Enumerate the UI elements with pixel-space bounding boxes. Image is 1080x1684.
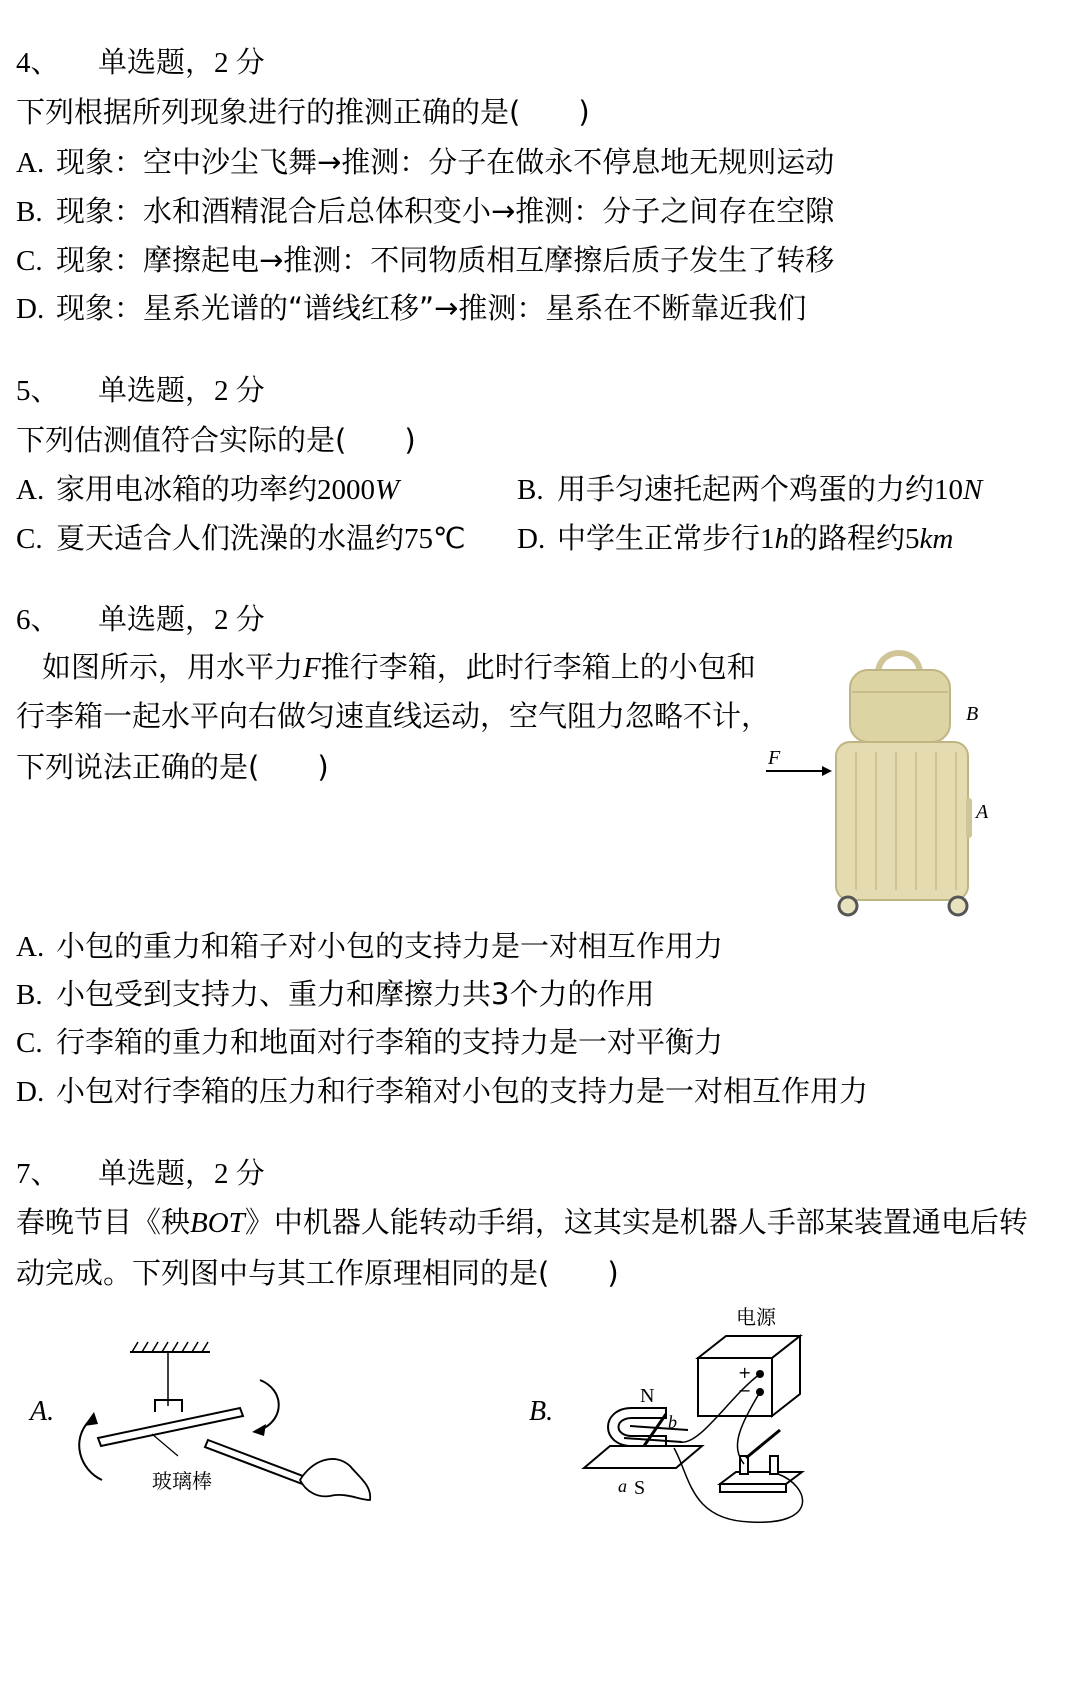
- q4-stem: 下列根据所列现象进行的推测正确的是( ): [16, 95, 590, 129]
- q4-option-c-letter: C.: [16, 245, 43, 277]
- q5-option-a-text: 家用电冰箱的功率约: [56, 472, 318, 506]
- base-board: [584, 1446, 702, 1468]
- q6-option-d[interactable]: [16, 1069, 868, 1110]
- q5-points: 2 分: [213, 375, 265, 407]
- q5-option-c-text: 夏天适合人们洗澡的水温约: [56, 521, 405, 555]
- q5-option-d-value2: 5: [905, 523, 920, 555]
- q4-points: 2 分: [213, 47, 265, 79]
- q4-header: [16, 40, 265, 81]
- switch-base: [720, 1472, 802, 1484]
- q7-stem-line1: [16, 1200, 1028, 1241]
- luggage-figure: [760, 636, 1000, 926]
- q4-option-a[interactable]: [16, 140, 834, 181]
- power-label: 电源: [736, 1305, 776, 1329]
- label-a: A: [976, 801, 989, 823]
- q4-option-d-letter: D.: [16, 293, 45, 325]
- glass-rod-label: 玻璃棒: [152, 1469, 212, 1493]
- q7-stem-post: 》中机器人能转动手绢，这其实是机器人手部某装置通电后转: [244, 1205, 1028, 1239]
- q7-option-b-label[interactable]: B.: [529, 1396, 554, 1427]
- q6-option-c-letter: C.: [16, 1027, 43, 1059]
- n-label: N: [640, 1385, 655, 1407]
- q6-option-b[interactable]: [16, 972, 654, 1013]
- q6-stem-post: 推行李箱，此时行李箱上的小包和: [320, 650, 756, 684]
- q6-stem-line2: 行李箱一起水平向右做匀速直线运动，空气阻力忽略不计，: [16, 699, 771, 733]
- q5-option-d[interactable]: [517, 516, 953, 557]
- q5-option-c-letter: C.: [16, 523, 43, 555]
- label-b: B: [966, 703, 979, 725]
- q6-option-a-text: 小包的重力和箱子对小包的支持力是一对相互作用力: [56, 929, 724, 963]
- q5-option-b-text: 用手匀速托起两个鸡蛋的力约: [557, 472, 935, 506]
- q5-header: [16, 368, 265, 409]
- q5-option-d-letter: D.: [517, 523, 546, 555]
- q5-number: 5、: [16, 375, 60, 407]
- q7-stem-pre: 春晚节目《秧: [16, 1205, 191, 1239]
- q5-option-b[interactable]: [517, 467, 982, 508]
- s-label: S: [634, 1477, 646, 1499]
- rotate-arrow-left: [79, 1420, 102, 1480]
- q5-option-a-value: 2000: [317, 474, 376, 506]
- q5-stem: 下列估测值符合实际的是( ): [16, 423, 416, 457]
- q5-option-b-unit: N: [963, 474, 983, 506]
- q4-option-b-letter: B.: [16, 196, 43, 228]
- hand: [300, 1459, 370, 1500]
- q4-option-d-text: 现象：星系光谱的“谱线红移”→推测：星系在不断靠近我们: [56, 291, 807, 325]
- q6-stem-pre: 如图所示，用水平力: [42, 650, 304, 684]
- plus-label: +: [738, 1363, 752, 1382]
- q6-stem-line1: [42, 645, 756, 686]
- q7-figure-a: [60, 1340, 420, 1520]
- q5-option-d-value: 1: [760, 523, 775, 555]
- q4-number: 4、: [16, 47, 60, 79]
- q4-option-c[interactable]: [16, 238, 834, 279]
- q6-option-d-letter: D.: [16, 1076, 45, 1108]
- q5-option-d-text-post: 的路程约: [789, 521, 906, 555]
- q5-option-b-value: 10: [934, 474, 964, 506]
- switch-lever: [746, 1430, 780, 1458]
- q5-type: 单选题，: [97, 373, 214, 407]
- b-label: b: [668, 1412, 677, 1432]
- glass-rod: [205, 1440, 308, 1485]
- q4-option-d[interactable]: [16, 286, 806, 327]
- q6-option-c-text: 行李箱的重力和地面对行李箱的支持力是一对平衡力: [56, 1025, 724, 1059]
- q7-points: 2 分: [213, 1158, 265, 1190]
- wheel-right: [949, 897, 967, 915]
- q4-option-a-letter: A.: [16, 147, 45, 179]
- q6-option-a[interactable]: [16, 924, 723, 965]
- suspended-rod: [98, 1408, 243, 1446]
- q4-option-b-text: 现象：水和酒精混合后总体积变小→推测：分子之间存在空隙: [56, 194, 835, 228]
- q5-option-c-value: 75℃: [404, 523, 466, 555]
- small-bag: [850, 670, 950, 742]
- q7-type: 单选题，: [97, 1156, 214, 1190]
- q7-figure-b: [570, 1296, 830, 1536]
- q6-option-d-text: 小包对行李箱的压力和行李箱对小包的支持力是一对相互作用力: [56, 1074, 869, 1108]
- q7-stem-line2: 动完成。下列图中与其工作原理相同的是( ): [16, 1256, 619, 1290]
- q5-option-c[interactable]: [16, 516, 466, 557]
- q5-option-d-unit: km: [919, 523, 954, 555]
- minus-label: −: [738, 1381, 752, 1400]
- q5-option-b-letter: B.: [517, 474, 544, 506]
- q4-type: 单选题，: [97, 45, 214, 79]
- q6-option-b-text: 小包受到支持力、重力和摩擦力共3个力的作用: [56, 977, 655, 1011]
- label-f: F: [768, 747, 781, 769]
- q6-option-a-letter: A.: [16, 931, 45, 963]
- q6-number: 6、: [16, 604, 60, 636]
- q7-stem-var: BOT: [190, 1207, 245, 1239]
- q6-stem-line3: 下列说法正确的是( ): [16, 750, 329, 784]
- q6-stem-var: F: [303, 652, 321, 684]
- q7-option-a-label[interactable]: A.: [30, 1396, 55, 1427]
- q7-header: [16, 1151, 265, 1192]
- q5-option-d-text-pre: 中学生正常步行: [557, 521, 761, 555]
- q5-option-a-unit: W: [375, 474, 400, 506]
- wheel-left: [839, 897, 857, 915]
- q4-option-b[interactable]: [16, 189, 834, 230]
- q4-option-c-text: 现象：摩擦起电→推测：不同物质相互摩擦后质子发生了转移: [56, 243, 835, 277]
- q5-option-a[interactable]: [16, 467, 399, 508]
- q6-header: [16, 597, 265, 638]
- q6-points: 2 分: [213, 604, 265, 636]
- q4-option-a-text: 现象：空中沙尘飞舞→推测：分子在做永不停息地无规则运动: [56, 145, 835, 179]
- q5-option-a-letter: A.: [16, 474, 45, 506]
- power-supply: [698, 1358, 772, 1416]
- q6-option-c[interactable]: [16, 1020, 723, 1061]
- q5-option-d-unit-mid: h: [774, 523, 790, 555]
- q6-type: 单选题，: [97, 602, 214, 636]
- a-label: a: [618, 1476, 627, 1496]
- q6-option-b-letter: B.: [16, 979, 43, 1011]
- rotate-arrow-right: [260, 1380, 279, 1430]
- q7-number: 7、: [16, 1158, 60, 1190]
